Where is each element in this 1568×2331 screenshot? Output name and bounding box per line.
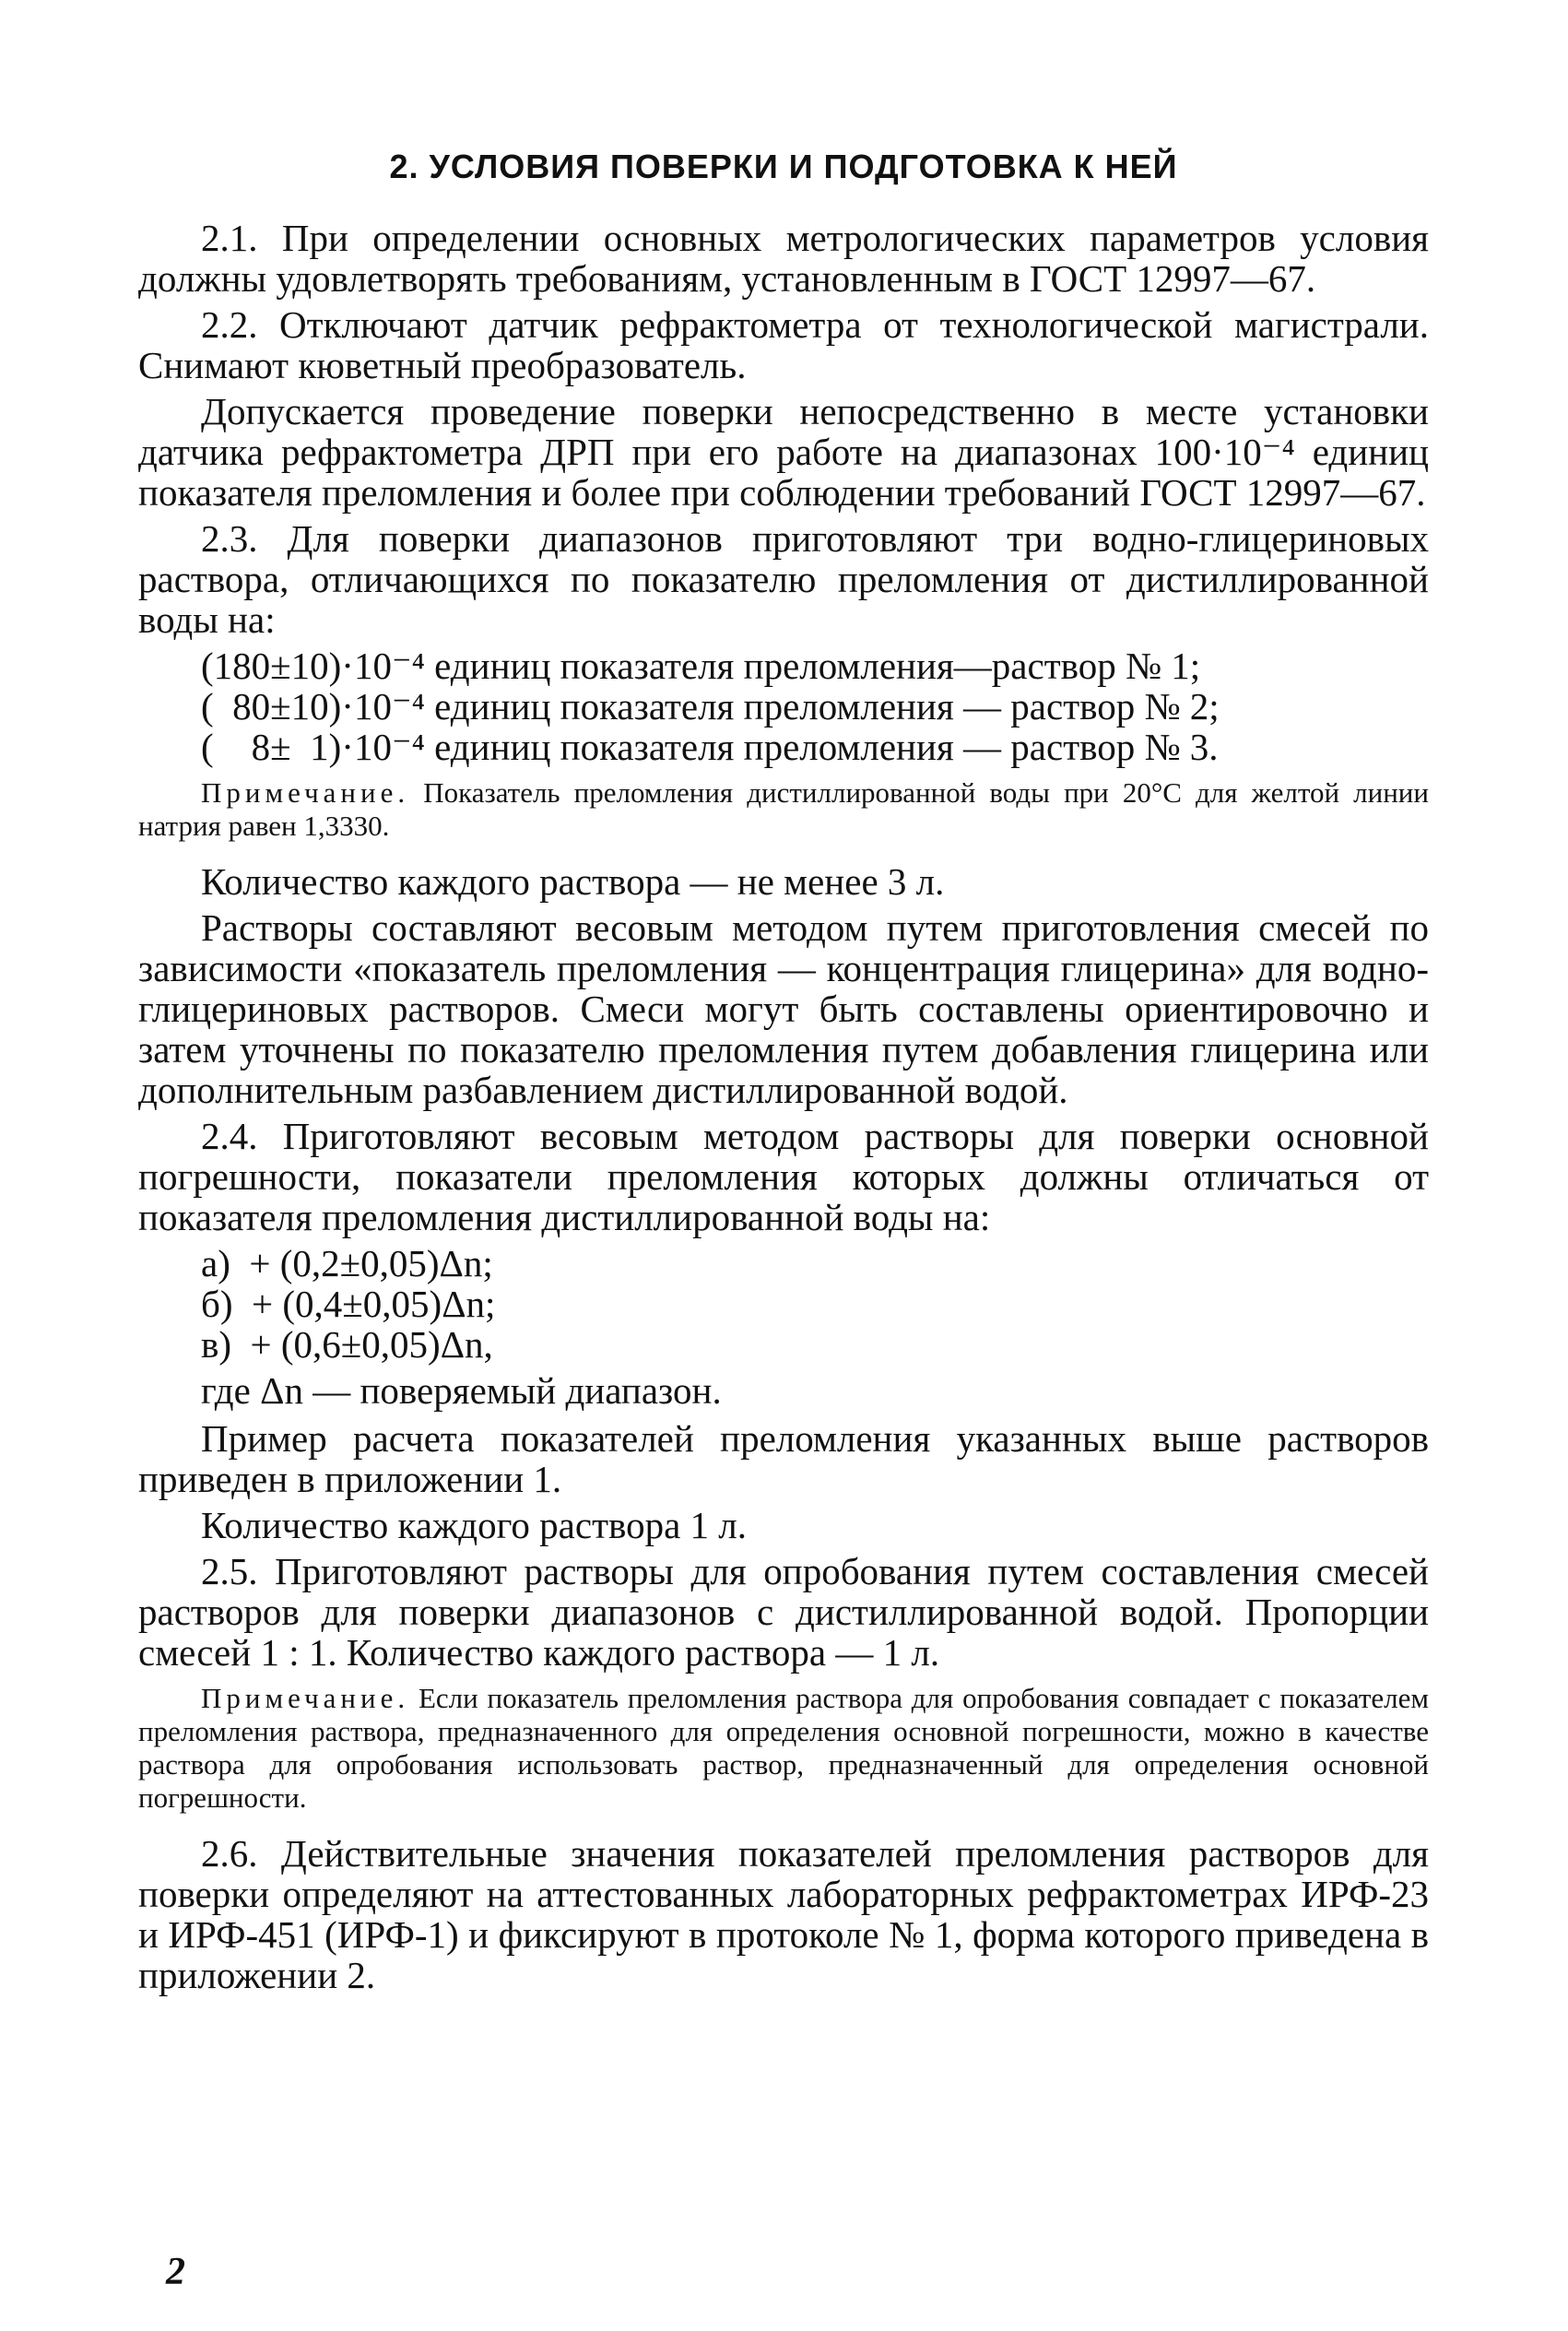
deviation-item-a: а) + (0,2±0,05)Δn; (201, 1242, 493, 1284)
paragraph-2-4: 2.4. Приготовляют весовым методом растворы для поверки основной погрешности, показатели преломления которых должны отличаться от показателя преломления дистиллированной воды на: (138, 1115, 1429, 1238)
deviation-item-c: в) + (0,6±0,05)Δn, (201, 1323, 493, 1366)
paragraph-2-4-where: где Δn — поверяемый диапазон. (201, 1369, 722, 1412)
paragraph-2-2: 2.2. Отключают датчик рефрактометра от технологической магистрали. Снимают кюветный преобразователь. (138, 303, 1429, 386)
solution-line-2: ( 80±10)·10⁻⁴ единиц показателя преломления — раствор № 2; (201, 685, 1220, 728)
paragraph-2-3: 2.3. Для поверки диапазонов приготовляют три водно-глицериновых раствора, отличающихся по показателю преломления от дистиллированной воды на: (138, 517, 1429, 641)
paragraph-2-3-quantity: Количество каждого раствора — не менее 3 л. (201, 860, 945, 903)
paragraph-2-6: 2.6. Действительные значения показателей преломления растворов для поверки определяют на аттестованных лабораторных рефрактометрах ИРФ-23 и ИРФ-451 (ИРФ-1) и фиксируют в протоколе № 1, форма которого приведена в приложении 2. (138, 1832, 1429, 1996)
paragraph-2-5: 2.5. Приготовляют растворы для опробования путем составления смесей растворов для поверки диапазонов с дистиллированной водой. Пропорции смесей 1 : 1. Количество каждого раствора — 1 л. (138, 1550, 1429, 1674)
solution-line-3: ( 8± 1)·10⁻⁴ единиц показателя преломления — раствор № 3. (201, 726, 1219, 768)
paragraph-2-1: 2.1. При определении основных метрологических параметров условия должны удовлетворять требованиям, установленным в ГОСТ 12997—67. (138, 217, 1429, 300)
paragraph-2-2-allowance: Допускается проведение поверки непосредственно в месте установки датчика рефрактометра ДРП при его работе на диапазонах 100·10⁻⁴ единиц показателя преломления и более при соблюдении требований ГОСТ 12997—67. (138, 390, 1429, 514)
paragraph-2-3-method: Растворы составляют весовым методом путем приготовления смесей по зависимости «показатель преломления — концентрация глицерина» для водно-глицериновых растворов. Смеси могут быть составлены ориентировочно и затем уточнены по показателю преломления путем добавления глицерина или дополнительным разбавлением дистиллированной водой. (138, 906, 1429, 1111)
section-heading: 2. УСЛОВИЯ ПОВЕРКИ И ПОДГОТОВКА К НЕЙ (389, 148, 1178, 185)
note-2 (138, 1682, 1429, 1815)
solution-line-1: (180±10)·10⁻⁴ единиц показателя преломления—раствор № 1; (201, 645, 1201, 687)
note-1-text: Показатель преломления дистиллированной воды при 20°С для желтой линии натрия равен 1,3330. (138, 776, 1429, 842)
deviation-item-b: б) + (0,4±0,05)Δn; (201, 1283, 496, 1325)
note-1-label: Примечание. (201, 776, 410, 809)
paragraph-2-4-example: Пример расчета показателей преломления указанных выше растворов приведен в приложении 1. (138, 1417, 1429, 1500)
note-1 (138, 776, 1429, 843)
paragraph-2-4-quantity: Количество каждого раствора 1 л. (201, 1504, 747, 1546)
document-page (138, 148, 1429, 2001)
note-2-text: Если показатель преломления раствора для опробования совпадает с показателем преломления раствора, предназначенного для определения основной погрешности, можно в качестве раствора для опробования использовать раствор, предназначенный для определения основной погрешности. (138, 1682, 1429, 1814)
note-2-label: Примечание. (201, 1682, 410, 1714)
page-number: 2 (166, 2251, 185, 2293)
